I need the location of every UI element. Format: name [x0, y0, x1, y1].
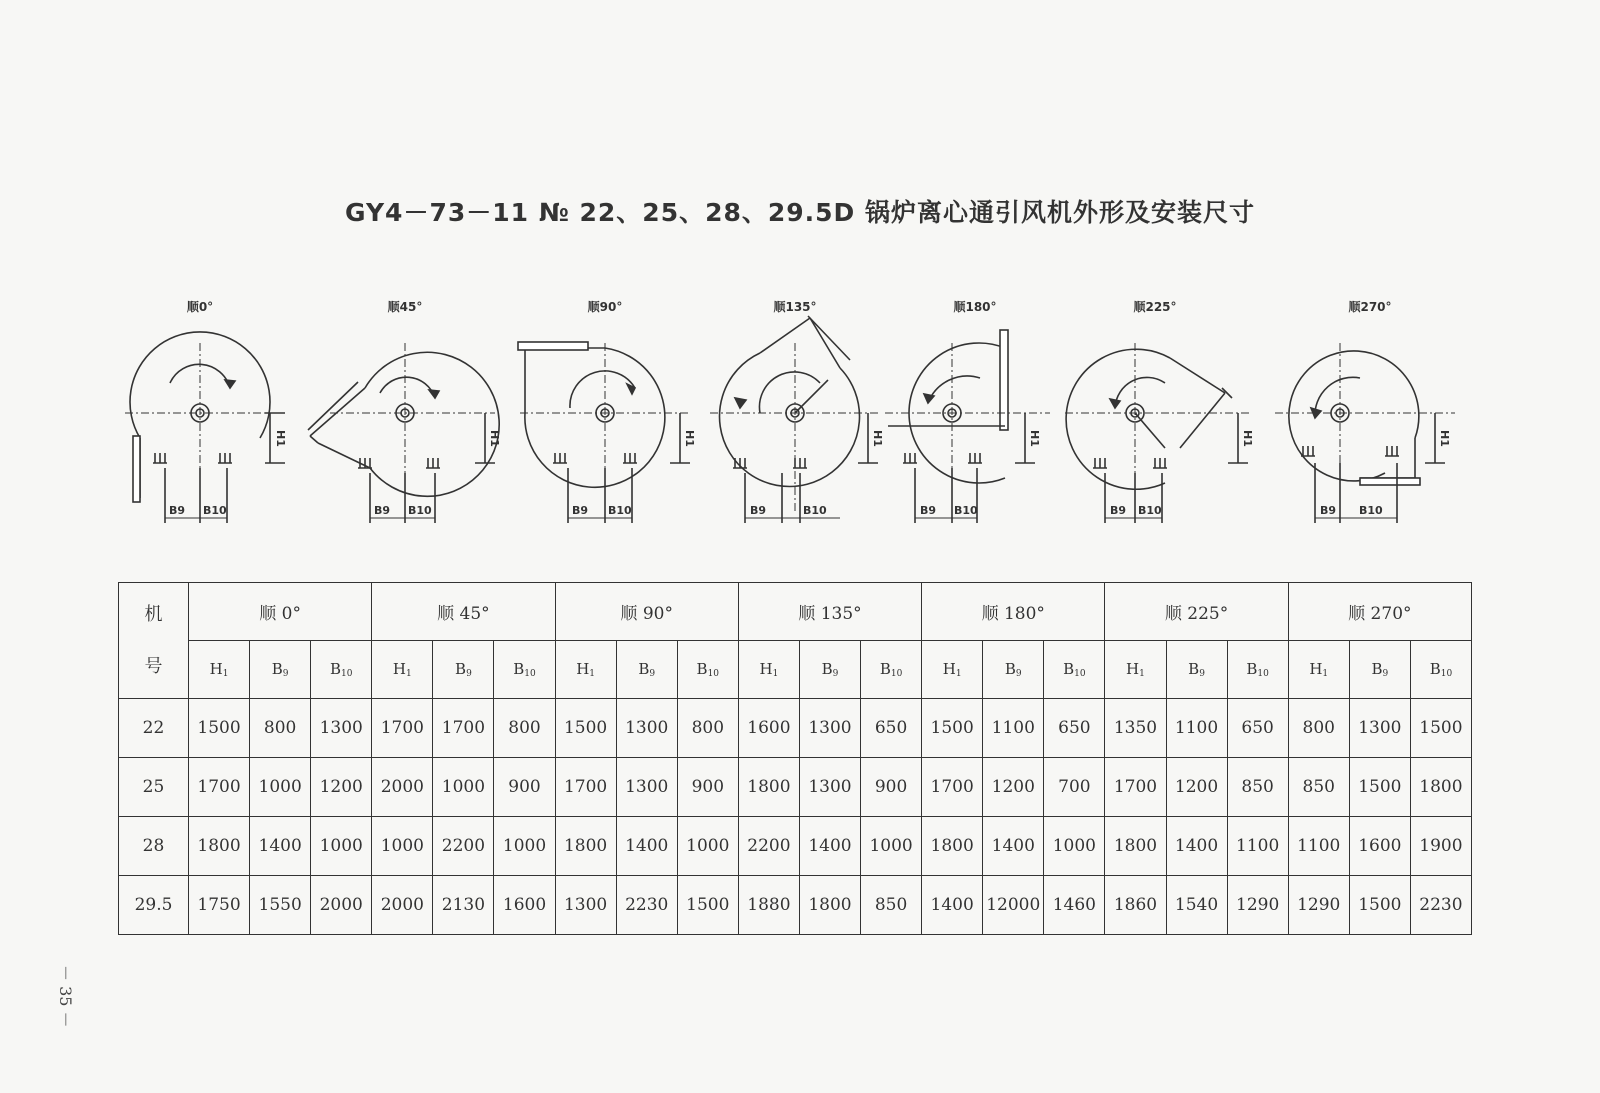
table-cell: 2000	[372, 758, 433, 817]
svg-text:H1: H1	[1438, 430, 1451, 447]
table-cell: 1000	[372, 817, 433, 876]
machine-number-cell: 22	[119, 699, 189, 758]
table-cell: 1100	[983, 699, 1044, 758]
machine-number-cell: 28	[119, 817, 189, 876]
table-cell: 1700	[1105, 758, 1166, 817]
fan-diagram-90	[510, 290, 700, 540]
table-cell: 1200	[1166, 758, 1227, 817]
table-cell: 1000	[494, 817, 555, 876]
table-cell: 2230	[616, 876, 677, 935]
table-cell: 2200	[433, 817, 494, 876]
fan-outline-225-icon	[1060, 318, 1254, 538]
fan-diagram-135	[700, 290, 890, 540]
page-number: － 35 －	[56, 965, 75, 1028]
table-cell: 1700	[433, 699, 494, 758]
diagram-label: 顺90°	[587, 300, 623, 314]
table-cell: 1500	[922, 699, 983, 758]
svg-text:H1: H1	[1241, 430, 1254, 447]
sub-header-cell: $B_{10}$	[1410, 641, 1471, 699]
svg-text:B10: B10	[408, 504, 432, 517]
table-cell: 1100	[1288, 817, 1349, 876]
table-cell: 1400	[922, 876, 983, 935]
table-cell: 800	[677, 699, 738, 758]
table-cell: 1000	[250, 758, 311, 817]
sub-header-row	[119, 641, 1472, 699]
sub-header-cell: $H_1$	[738, 641, 799, 699]
table-cell: 800	[250, 699, 311, 758]
table-cell: 1800	[738, 758, 799, 817]
table-cell: 700	[1044, 758, 1105, 817]
svg-text:H1: H1	[274, 430, 287, 447]
sub-header-cell: $B_9$	[983, 641, 1044, 699]
group-header: 顺 90°	[555, 583, 738, 641]
table-cell: 1000	[433, 758, 494, 817]
group-header: 顺 225°	[1105, 583, 1288, 641]
table-cell: 900	[494, 758, 555, 817]
sub-header-cell: $H_1$	[1105, 641, 1166, 699]
diagram-label: 顺135°	[773, 300, 817, 314]
machine-header: 机 号	[119, 583, 189, 699]
sub-header-cell: $B_{10}$	[311, 641, 372, 699]
svg-text:B10: B10	[1359, 504, 1383, 517]
svg-text:B9: B9	[1320, 504, 1337, 517]
table-cell: 1200	[983, 758, 1044, 817]
table-cell: 1750	[189, 876, 250, 935]
table-cell: 1000	[311, 817, 372, 876]
svg-text:B9: B9	[572, 504, 589, 517]
table-cell: 1000	[861, 817, 922, 876]
table-cell: 1300	[616, 758, 677, 817]
svg-text:B10: B10	[203, 504, 227, 517]
table-cell: 850	[1288, 758, 1349, 817]
table-cell: 1800	[189, 817, 250, 876]
table-cell: 1800	[1105, 817, 1166, 876]
fan-diagram-180	[880, 290, 1070, 540]
sub-header-cell: $B_9$	[433, 641, 494, 699]
table-cell: 1100	[1227, 817, 1288, 876]
table-cell: 1600	[738, 699, 799, 758]
page-title: GY4－73－11 № 22、25、28、29.5D 锅炉离心通引风机外形及安装尺寸	[344, 198, 1256, 227]
table-row	[119, 817, 1472, 876]
sub-header-cell: $H_1$	[555, 641, 616, 699]
group-header: 顺 270°	[1288, 583, 1471, 641]
table-cell: 800	[494, 699, 555, 758]
table-cell: 650	[1227, 699, 1288, 758]
fan-diagrams	[0, 290, 1600, 540]
diagram-label: 顺45°	[387, 300, 423, 314]
table-cell: 1500	[1349, 758, 1410, 817]
table-cell: 1100	[1166, 699, 1227, 758]
svg-text:B9: B9	[920, 504, 937, 517]
table-cell: 1400	[616, 817, 677, 876]
table-cell: 1500	[189, 699, 250, 758]
svg-text:B10: B10	[608, 504, 632, 517]
table-cell: 2000	[372, 876, 433, 935]
table-cell: 1400	[799, 817, 860, 876]
group-header: 顺 0°	[189, 583, 372, 641]
table-cell: 1550	[250, 876, 311, 935]
table-cell: 1500	[1410, 699, 1471, 758]
table-cell: 1300	[616, 699, 677, 758]
table-cell: 1800	[799, 876, 860, 935]
svg-text:B10: B10	[1138, 504, 1162, 517]
table-cell: 2200	[738, 817, 799, 876]
sub-header-cell: $B_{10}$	[1044, 641, 1105, 699]
table-cell: 1700	[189, 758, 250, 817]
table-cell: 850	[1227, 758, 1288, 817]
table-cell: 1700	[922, 758, 983, 817]
svg-text:H1: H1	[1028, 430, 1041, 447]
table-cell: 1500	[1349, 876, 1410, 935]
table-cell: 1800	[1410, 758, 1471, 817]
table-cell: 1300	[555, 876, 616, 935]
table-cell: 1500	[677, 876, 738, 935]
sub-header-cell: $B_9$	[1349, 641, 1410, 699]
table-cell: 650	[1044, 699, 1105, 758]
table-cell: 1000	[1044, 817, 1105, 876]
svg-text:B9: B9	[1110, 504, 1127, 517]
sub-header-cell: $H_1$	[1288, 641, 1349, 699]
group-header: 顺 180°	[922, 583, 1105, 641]
table-cell: 1700	[372, 699, 433, 758]
table-cell: 1300	[799, 758, 860, 817]
sub-header-cell: $B_{10}$	[677, 641, 738, 699]
diagram-label: 顺0°	[186, 300, 214, 314]
table-cell: 1500	[555, 699, 616, 758]
fan-outline-45-icon	[310, 318, 500, 538]
table-cell: 1800	[922, 817, 983, 876]
fan-diagram-225	[1060, 290, 1254, 540]
table-cell: 1000	[677, 817, 738, 876]
svg-text:H1: H1	[871, 430, 884, 447]
table-cell: 12000	[983, 876, 1044, 935]
table-cell: 1200	[311, 758, 372, 817]
table-row	[119, 699, 1472, 758]
table-cell: 1400	[983, 817, 1044, 876]
fan-diagram-270	[1275, 290, 1465, 540]
table-cell: 1300	[1349, 699, 1410, 758]
table-cell: 1860	[1105, 876, 1166, 935]
fan-outline-135-icon	[700, 318, 890, 538]
group-header: 顺 45°	[372, 583, 555, 641]
table-cell: 1300	[311, 699, 372, 758]
table-cell: 900	[677, 758, 738, 817]
dimension-table	[118, 582, 1472, 935]
table-row	[119, 758, 1472, 817]
sub-header-cell: $H_1$	[189, 641, 250, 699]
svg-text:B9: B9	[374, 504, 391, 517]
sub-header-cell: $B_9$	[250, 641, 311, 699]
sub-header-cell: $B_9$	[616, 641, 677, 699]
table-cell: 1880	[738, 876, 799, 935]
sub-header-cell: $B_{10}$	[494, 641, 555, 699]
diagram-label: 顺225°	[1133, 300, 1177, 314]
group-header: 顺 135°	[738, 583, 921, 641]
fan-outline-0-icon	[105, 318, 295, 538]
diagram-label: 顺270°	[1348, 300, 1392, 314]
table-cell: 650	[861, 699, 922, 758]
table-cell: 2130	[433, 876, 494, 935]
table-cell: 800	[1288, 699, 1349, 758]
fan-outline-180-icon	[880, 318, 1070, 538]
table-cell: 1700	[555, 758, 616, 817]
sub-header-cell: $H_1$	[372, 641, 433, 699]
machine-number-cell: 29.5	[119, 876, 189, 935]
svg-text:B9: B9	[169, 504, 186, 517]
table-cell: 1290	[1227, 876, 1288, 935]
table-cell: 1600	[1349, 817, 1410, 876]
table-cell: 2000	[311, 876, 372, 935]
table-row	[119, 876, 1472, 935]
table-cell: 1540	[1166, 876, 1227, 935]
fan-diagram-45	[310, 290, 500, 540]
table-cell: 850	[861, 876, 922, 935]
table-cell: 1350	[1105, 699, 1166, 758]
machine-number-cell: 25	[119, 758, 189, 817]
sub-header-cell: $B_9$	[799, 641, 860, 699]
sub-header-cell: $B_9$	[1166, 641, 1227, 699]
svg-text:B10: B10	[803, 504, 827, 517]
table-cell: 1290	[1288, 876, 1349, 935]
svg-text:H1: H1	[488, 430, 501, 447]
table-cell: 1800	[555, 817, 616, 876]
table-cell: 900	[861, 758, 922, 817]
table-cell: 1300	[799, 699, 860, 758]
fan-outline-270-icon	[1275, 318, 1465, 538]
fan-outline-90-icon	[510, 318, 700, 538]
table-cell: 1400	[250, 817, 311, 876]
table-cell: 1400	[1166, 817, 1227, 876]
table-cell: 1600	[494, 876, 555, 935]
table-cell: 1460	[1044, 876, 1105, 935]
table-cell: 1900	[1410, 817, 1471, 876]
svg-text:H1: H1	[683, 430, 696, 447]
fan-diagram-0	[105, 290, 295, 540]
svg-text:B9: B9	[750, 504, 767, 517]
sub-header-cell: $B_{10}$	[1227, 641, 1288, 699]
table-cell: 2230	[1410, 876, 1471, 935]
sub-header-cell: $B_{10}$	[861, 641, 922, 699]
diagram-label: 顺180°	[953, 300, 997, 314]
svg-text:B10: B10	[954, 504, 978, 517]
sub-header-cell: $H_1$	[922, 641, 983, 699]
